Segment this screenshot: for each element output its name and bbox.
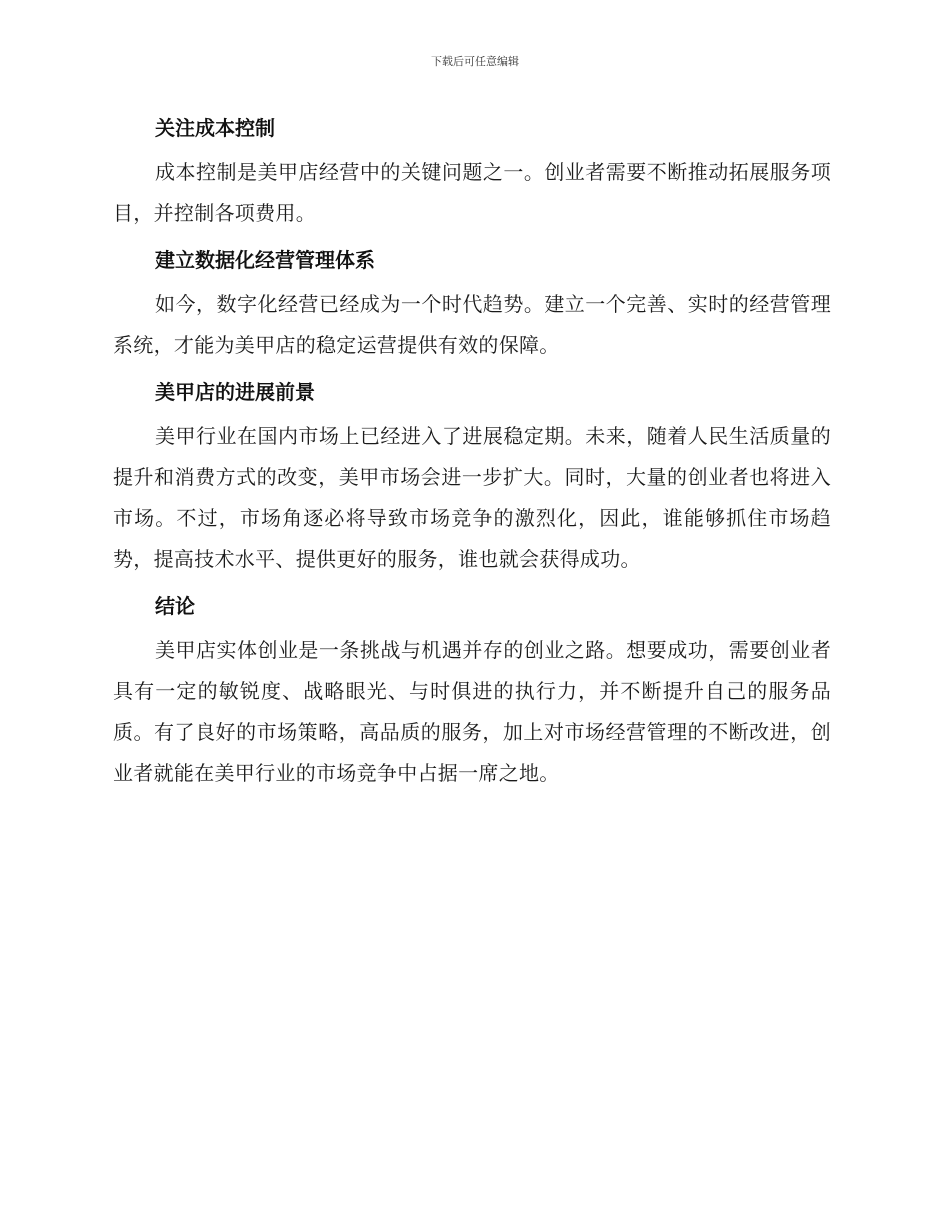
section-paragraph-conclusion: 美甲店实体创业是一条挑战与机遇并存的创业之路。想要成功，需要创业者具有一定的敏锐度、战略眼光、与时俱进的执行力，并不断提升自己的服务品质。有了良好的市场策略，高品质的服务，加上对市场经营管理的不断改进，创业者就能在美甲行业的市场竞争中占据一席之地。 — [113, 638, 831, 785]
section-paragraph-prospects: 美甲行业在国内市场上已经进入了进展稳定期。未来，随着人民生活质量的提升和消费方式的改变，美甲市场会进一步扩大。同时，大量的创业者也将进入市场。不过，市场角逐必将导致市场竞争的激烈化，因此，谁能够抓住市场趋势，提高技术水平、提供更好的服务，谁也就会获得成功。 — [113, 424, 831, 571]
section-heading-conclusion: 结论 — [155, 594, 195, 618]
section-heading-cost-control: 关注成本控制 — [155, 116, 275, 140]
section-paragraph-cost-control: 成本控制是美甲店经营中的关键问题之一。创业者需要不断推动拓展服务项目，并控制各项费用。 — [113, 160, 831, 225]
page-header: 下载后可任意编辑 — [431, 55, 519, 68]
document-body — [113, 108, 831, 800]
section-paragraph-data-management: 如今，数字化经营已经成为一个时代趋势。建立一个完善、实时的经营管理系统，才能为美甲店的稳定运营提供有效的保障。 — [113, 292, 831, 357]
section-heading-prospects: 美甲店的进展前景 — [155, 380, 315, 404]
section-heading-data-management: 建立数据化经营管理体系 — [155, 248, 375, 272]
